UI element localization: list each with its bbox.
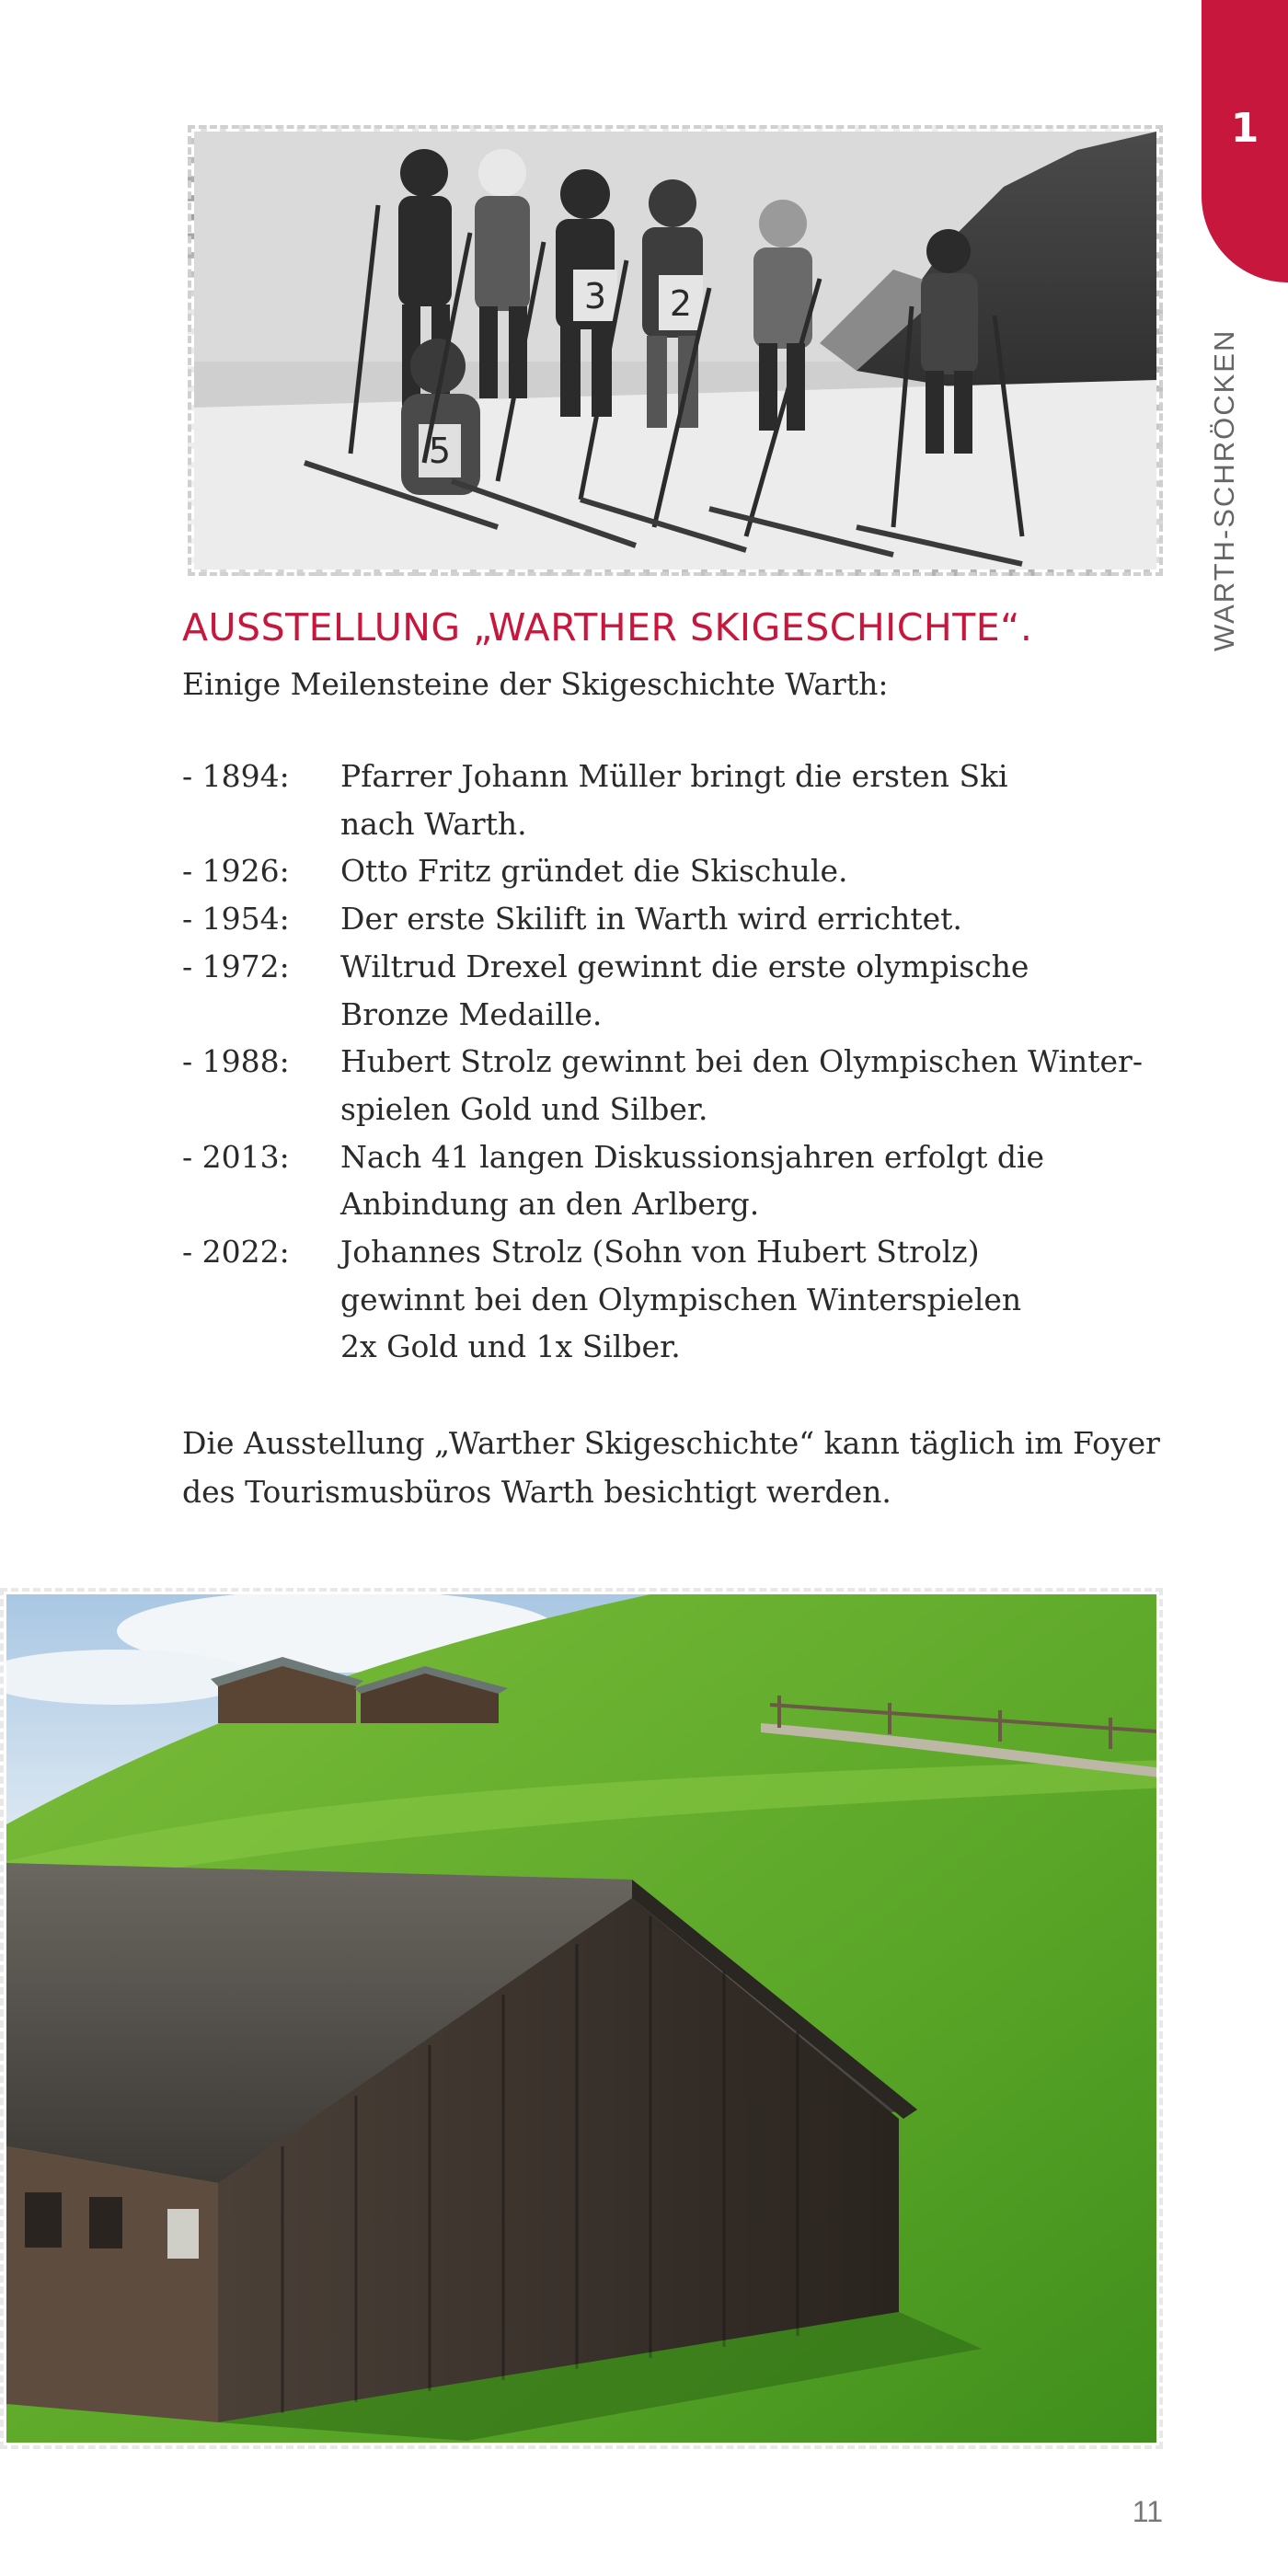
- milestone-year: - 2022:: [182, 1234, 290, 1271]
- milestone-item: [182, 895, 1176, 943]
- milestone-year: - 1954:: [182, 901, 290, 937]
- milestones-list: [182, 753, 1176, 1371]
- milestone-year: - 2013:: [182, 1138, 290, 1175]
- alpine-barn-photo: [0, 1588, 1163, 2449]
- milestone-text: Der erste Skilift in Warth wird errichtet.: [340, 901, 962, 937]
- meadow-photo-illustration: [6, 1594, 1163, 2449]
- chapter-label: WARTH-SCHRÖCKEN: [1208, 328, 1240, 651]
- milestone-item: [182, 943, 1176, 1038]
- exhibition-headline: AUSSTELLUNG „WARTHER SKIGESCHICHTE“.: [182, 605, 1033, 650]
- milestone-year: - 1988:: [182, 1043, 290, 1080]
- milestone-item: [182, 1038, 1176, 1133]
- milestone-year: - 1926:: [182, 853, 290, 890]
- barn-window: [25, 2192, 62, 2248]
- milestone-text: Wiltrud Drexel gewinnt die erste olympische Bronze Medaille.: [340, 948, 1029, 1032]
- milestone-item: [182, 1133, 1176, 1228]
- page-number: 11: [1132, 2495, 1163, 2528]
- milestone-text: Johannes Strolz (Sohn von Hubert Strolz) gewinnt bei den Olympischen Winterspielen 2x Gold und 1x Silber.: [340, 1234, 1022, 1365]
- historic-ski-kids-photo: [188, 125, 1163, 576]
- milestone-text: Pfarrer Johann Müller bringt die ersten Ski nach Warth.: [340, 758, 1008, 842]
- milestone-text: Hubert Strolz gewinnt bei den Olympischen Winter- spielen Gold und Silber.: [340, 1043, 1143, 1127]
- barn-front-wall: [6, 2146, 218, 2422]
- milestone-text: Nach 41 langen Diskussionsjahren erfolgt die Anbindung an den Arlberg.: [340, 1138, 1045, 1223]
- milestone-item: [182, 847, 1176, 895]
- milestone-item: [182, 1228, 1176, 1371]
- intro-text: Einige Meilensteine der Skigeschichte Warth:: [182, 666, 889, 702]
- closing-text: Die Ausstellung „Warther Skigeschichte“ kann täglich im Foyer des Tourismusbüros Warth besichtigt werden.: [182, 1425, 1160, 1510]
- milestone-text: Otto Fritz gründet die Skischule.: [340, 853, 848, 890]
- bib-number: 2: [669, 283, 693, 324]
- historic-photo-illustration: [194, 132, 1156, 569]
- milestone-item: [182, 753, 1176, 847]
- bib-number: 3: [583, 276, 607, 316]
- milestone-year: - 1972:: [182, 948, 290, 984]
- bib-number: 5: [428, 431, 452, 471]
- chapter-number: 1: [1230, 105, 1259, 152]
- milestone-year: - 1894:: [182, 758, 290, 794]
